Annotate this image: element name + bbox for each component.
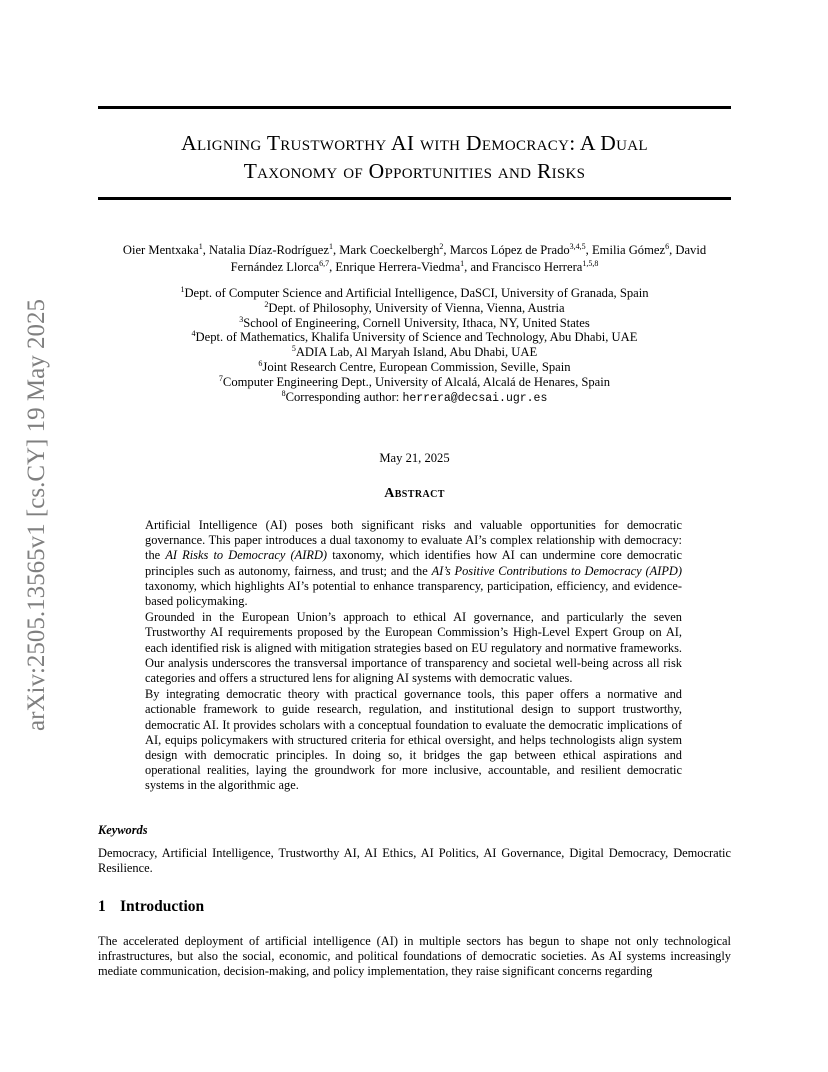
affiliation-line <box>98 360 731 375</box>
affiliation-line <box>98 316 731 331</box>
author-separator: , and <box>464 260 492 274</box>
corresponding-author <box>98 390 731 407</box>
intro-paragraph: The accelerated deployment of artificial intelligence (AI) in multiple sectors has begun to shape not only technological infrastructures, but also the social, economic, and political foundations of democratic societies. As AI systems increasingly mediate communication, decision-making, and policy implementation, they raise significant concerns regarding <box>98 934 731 979</box>
author-affiliation-sup: 1 <box>328 241 333 251</box>
title-rule-bottom <box>98 197 731 200</box>
abstract-body <box>145 518 682 795</box>
author-separator: , <box>202 243 210 257</box>
author-separator: , <box>669 243 676 257</box>
affiliation-lines <box>98 286 731 390</box>
abstract-paragraph-3: By integrating democratic theory with practical governance tools, this paper offers a normative and actionable framework to guide research, regulation, and institutional design to support trustworthy, democratic AI. It provides scholars with a conceptual foundation to evaluate the democratic implications of AI, equips policymakers with structured criteria for ethical oversight, and helps technologists align system design with democratic principles. In doing so, it bridges the gap between ethical aspirations and operational realities, laying the groundwork for more inclusive, accountable, and resilient democratic systems in the algorithmic age. <box>145 687 682 793</box>
corresponding-sup: 8 <box>281 388 286 398</box>
author-affiliation-sup: 6 <box>665 241 670 251</box>
abstract-airds-term: AI Risks to Democracy (AIRD) <box>165 548 328 563</box>
corresponding-email: herrera@decsai.ugr.es <box>402 391 548 405</box>
title-line-2: Taxonomy of Opportunities and Risks <box>243 159 586 183</box>
affiliation-list <box>98 286 731 406</box>
author-name: Marcos López de Prado <box>449 243 570 257</box>
paper-date: May 21, 2025 <box>379 451 450 465</box>
author-name: Natalia Díaz-Rodríguez <box>209 243 329 257</box>
section-heading <box>98 898 204 916</box>
affiliation-sup: 1 <box>180 284 185 294</box>
section-number: 1 <box>98 898 106 915</box>
affiliation-text: Computer Engineering Dept., University of Alcalá, Alcalá de Henares, Spain <box>222 374 611 389</box>
author-separator: , <box>443 243 450 257</box>
affiliation-text: School of Engineering, Cornell University, Ithaca, NY, United States <box>243 315 590 330</box>
author-separator: , <box>585 243 592 257</box>
title-line-1: Aligning Trustworthy AI with Democracy: A Dual <box>181 131 648 155</box>
author-affiliation-sup: 2 <box>439 241 444 251</box>
abstract-p1-part-c: taxonomy, which highlights AI’s potential to enhance transparency, participation, efficiency, and evidence-based policymaking. <box>145 578 682 609</box>
affiliation-line <box>98 375 731 390</box>
author-affiliation-sup: 1 <box>460 258 465 268</box>
affiliation-text: Dept. of Computer Science and Artificial Intelligence, DaSCI, University of Granada, Spain <box>184 286 649 300</box>
affiliation-sup: 7 <box>218 373 223 383</box>
author-affiliation-sup: 3,4,5 <box>569 241 586 251</box>
abstract-paragraph-1 <box>145 518 682 609</box>
affiliation-line <box>98 330 731 345</box>
affiliation-sup: 5 <box>291 344 296 353</box>
affiliation-line <box>98 345 731 360</box>
author-name: Enrique Herrera-Viedma <box>335 260 461 274</box>
paper-title <box>98 129 731 185</box>
author-separator: , <box>332 243 340 257</box>
keywords-text: Democracy, Artificial Intelligence, Trustworthy AI, AI Ethics, AI Politics, AI Governance, Digital Democracy, Democratic Resilience. <box>98 846 731 876</box>
affiliation-sup: 6 <box>258 358 263 368</box>
affiliation-sup: 2 <box>264 299 269 309</box>
author-name: David Fernández Llorca <box>230 243 707 274</box>
abstract-aipd-term: AI’s Positive Contributions to Democracy (AIPD) <box>431 563 682 578</box>
affiliation-sup: 3 <box>239 314 244 324</box>
author-name: Oier Mentxaka <box>122 243 199 257</box>
author-name: Francisco Herrera <box>491 260 583 274</box>
title-rule-top <box>98 106 731 109</box>
affiliation-text: Dept. of Philosophy, University of Vienna, Vienna, Austria <box>268 300 565 315</box>
author-affiliation-sup: 6,7 <box>319 258 330 268</box>
author-name: Mark Coeckelbergh <box>339 243 440 257</box>
affiliation-text: Dept. of Mathematics, Khalifa University of Science and Technology, Abu Dhabi, UAE <box>195 330 638 345</box>
affiliation-line <box>98 286 731 301</box>
affiliation-line <box>98 301 731 316</box>
author-separator: , <box>329 260 336 274</box>
corresponding-label: Corresponding author: <box>285 389 403 404</box>
abstract-p1-part-b: taxonomy, which identifies how AI can undermine core democratic principles such as autonomy, fairness, and trust; and the <box>145 548 682 578</box>
abstract-heading: Abstract <box>384 486 445 501</box>
affiliation-text: ADIA Lab, Al Maryah Island, Abu Dhabi, UAE <box>295 345 538 360</box>
abstract-p1-part-a: Artificial Intelligence (AI) poses both significant risks and valuable opportunities for democratic governance. This paper introduces a dual taxonomy to evaluate AI’s complex relationship with democracy: the <box>145 518 682 563</box>
affiliation-text: Joint Research Centre, European Commission, Seville, Spain <box>262 359 571 374</box>
affiliation-sup: 4 <box>191 329 196 339</box>
arxiv-stamp: arXiv:2505.13565v1 [cs.CY] 19 May 2025 <box>23 299 50 731</box>
author-affiliation-sup: 1,5,8 <box>582 258 599 268</box>
arxiv-stamp-container <box>22 270 52 760</box>
author-affiliation-sup: 1 <box>198 241 203 251</box>
section-title: Introduction <box>120 898 205 915</box>
abstract-paragraph-2: Grounded in the European Union’s approach to ethical AI governance, and particularly the seven Trustworthy AI requirements proposed by the European Commission’s High-Level Expert Group on AI, each identified risk is aligned with mitigation strategies based on EU regulatory and normative frameworks. Our analysis underscores the transversal importance of transparency and societal well-being across all risk categories and offers a structured lens for aligning AI systems with democratic values. <box>145 610 682 686</box>
author-list <box>98 242 731 276</box>
author-name: Emilia Gómez <box>591 243 666 257</box>
keywords-heading: Keywords <box>98 823 148 837</box>
